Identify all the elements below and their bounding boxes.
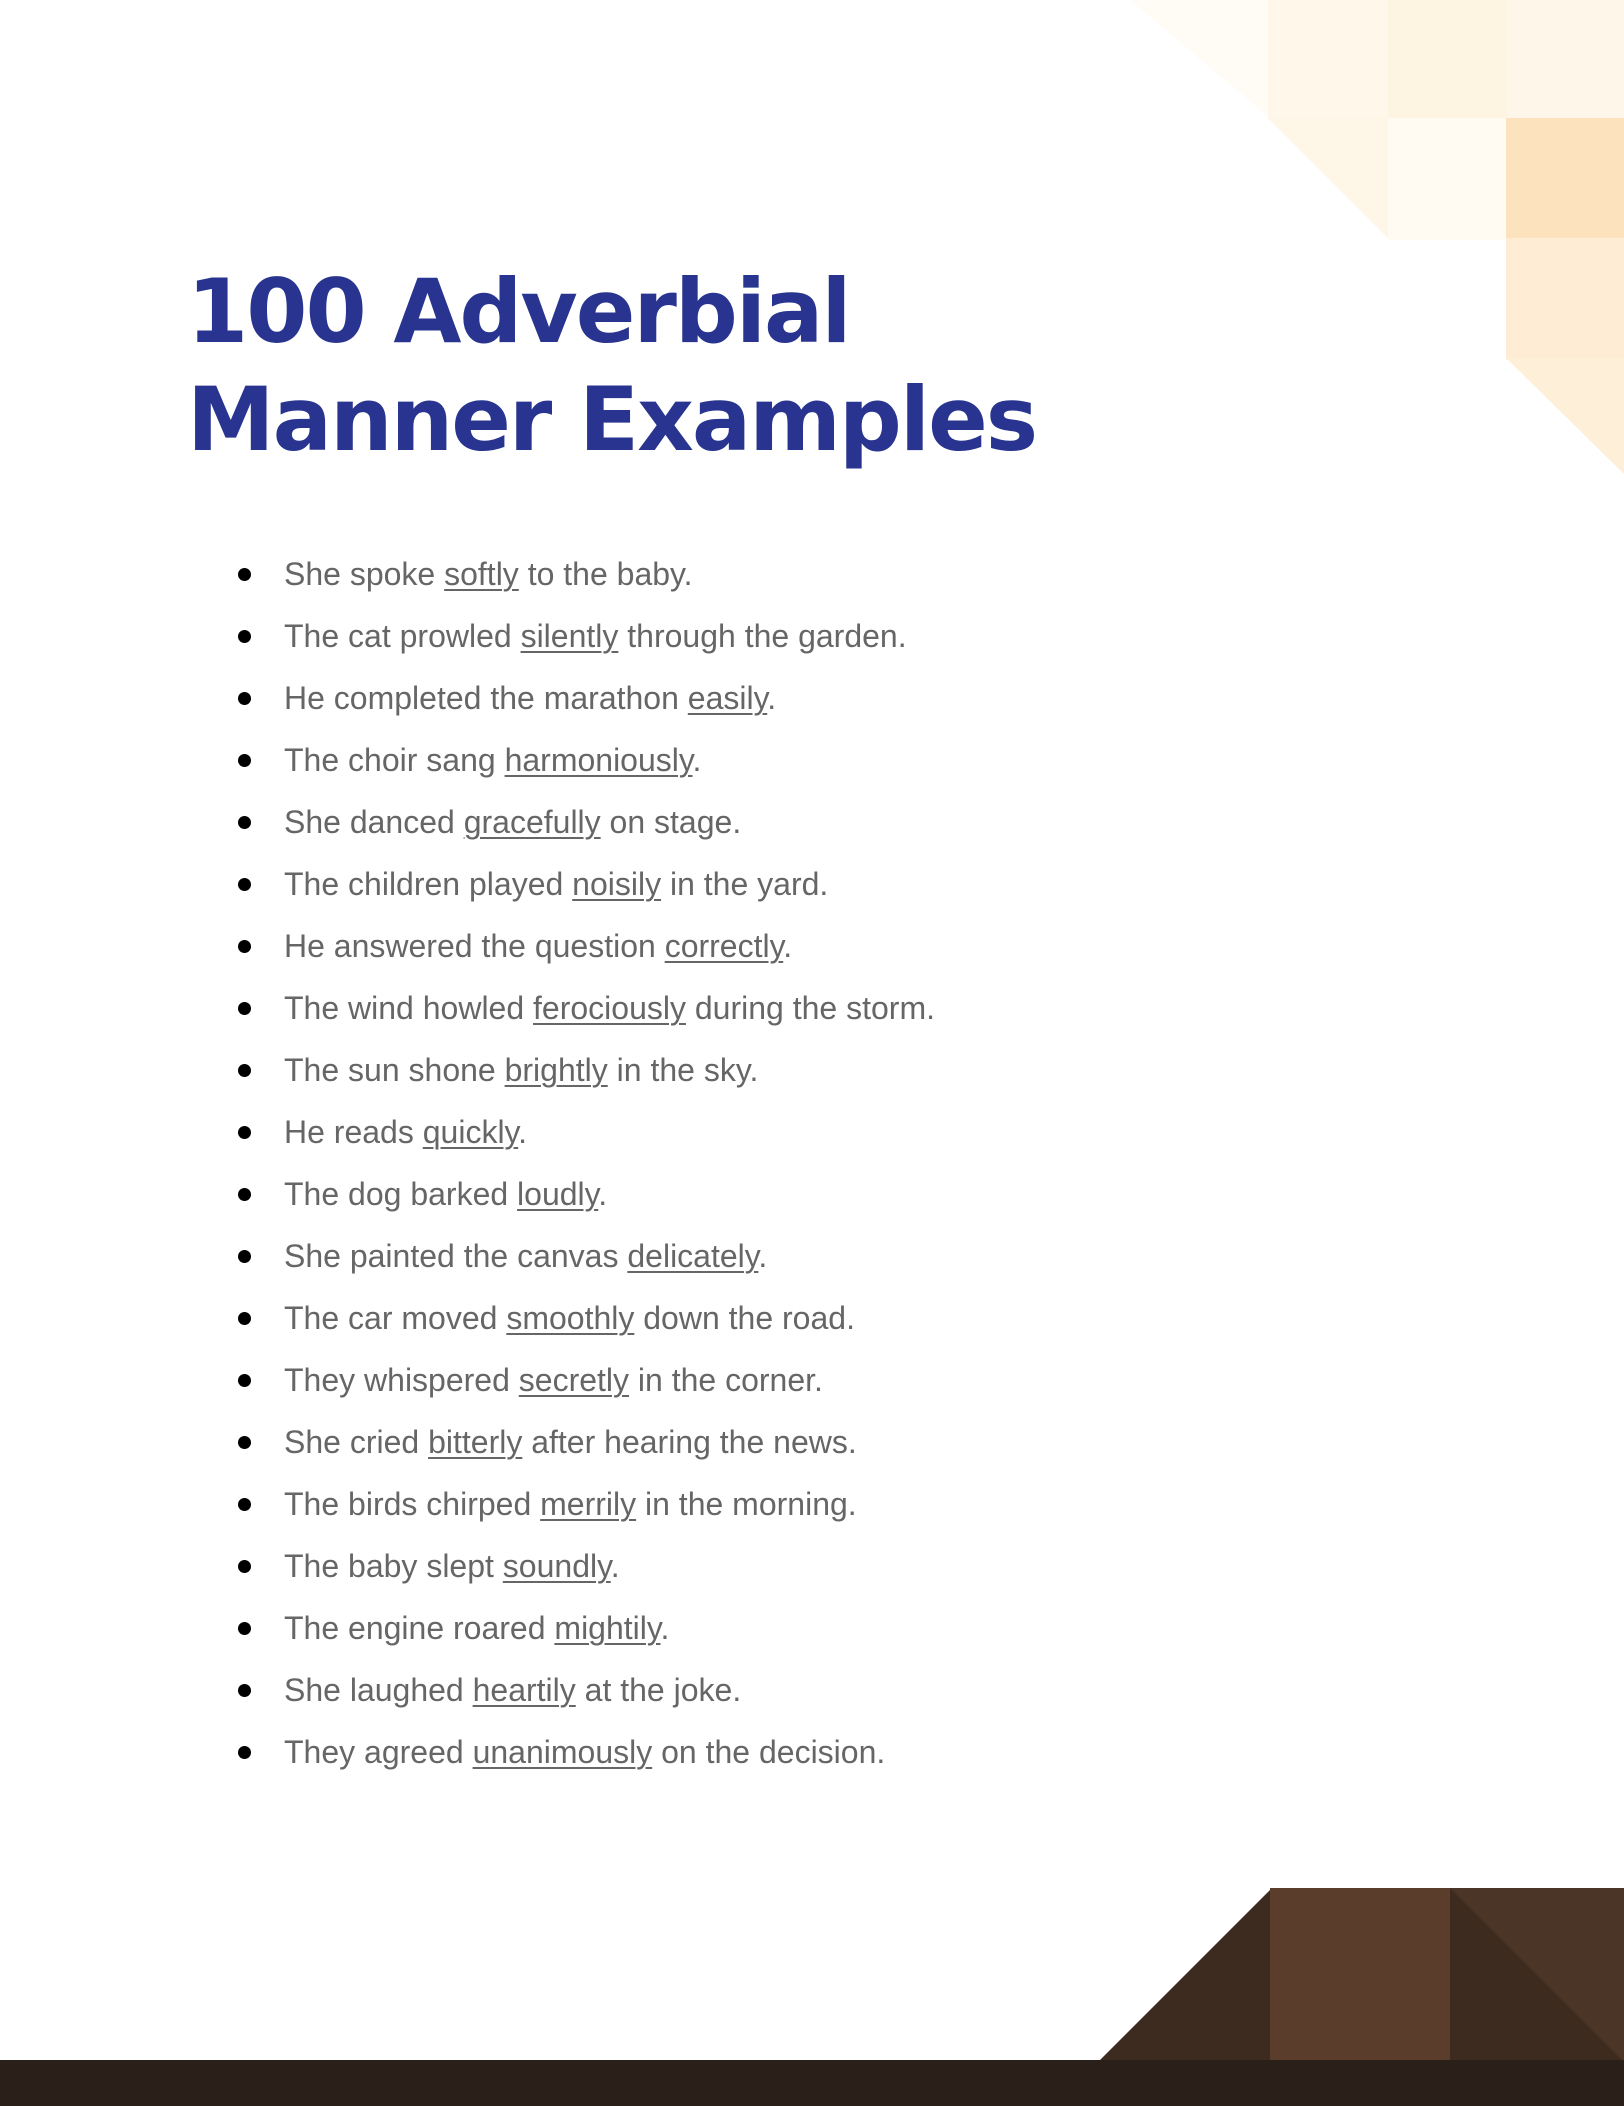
sentence-text: to the baby. — [518, 556, 693, 592]
example-sentence — [284, 543, 693, 605]
adverb-word: unanimously — [472, 1734, 653, 1770]
sentence-text: in the yard. — [661, 866, 829, 902]
sentence-text: He completed the marathon — [284, 680, 688, 716]
sentence-text: She danced — [284, 804, 464, 840]
top-right-pattern — [1130, 0, 1624, 474]
sentence-text: . — [610, 1548, 620, 1584]
bullet-icon — [238, 1002, 251, 1015]
bottom-footer — [0, 1888, 1624, 2106]
sentence-text: She painted the canvas — [284, 1238, 628, 1274]
sentence-text: The choir sang — [284, 742, 505, 778]
example-sentence — [284, 605, 907, 667]
sentence-text: The engine roared — [284, 1610, 555, 1646]
bullet-icon — [238, 1312, 251, 1325]
sentence-text: during the storm. — [685, 990, 935, 1026]
sentence-text: She spoke — [284, 556, 445, 592]
sentence-text: . — [598, 1176, 608, 1212]
sentence-text: He answered the question — [284, 928, 665, 964]
sentence-text: through the garden. — [618, 618, 907, 654]
bullet-icon — [238, 1622, 251, 1635]
example-sentence — [284, 1349, 823, 1411]
example-sentence — [284, 1287, 855, 1349]
example-sentence — [284, 1411, 857, 1473]
adverb-word: smoothly — [506, 1300, 635, 1336]
sentence-text: The children played — [284, 866, 573, 902]
adverb-word: gracefully — [463, 804, 601, 840]
sentence-text: The birds chirped — [284, 1486, 541, 1522]
sentence-text: in the corner. — [629, 1362, 823, 1398]
example-sentence — [284, 1597, 669, 1659]
bullet-icon — [238, 1436, 251, 1449]
bullet-icon — [238, 1374, 251, 1387]
sentence-text: . — [758, 1238, 768, 1274]
bullet-icon — [238, 692, 251, 705]
sentence-text: They whispered — [284, 1362, 519, 1398]
bullet-icon — [238, 940, 251, 953]
sentence-text: The car moved — [284, 1300, 507, 1336]
bullet-icon — [238, 816, 251, 829]
adverb-word: bitterly — [428, 1424, 523, 1460]
example-sentence — [284, 1659, 741, 1721]
adverb-word: harmoniously — [504, 742, 693, 778]
example-sentence — [284, 1101, 527, 1163]
example-sentence — [284, 915, 792, 977]
example-sentence — [284, 853, 828, 915]
sentence-text: . — [660, 1610, 670, 1646]
sentence-text: at the joke. — [575, 1672, 742, 1708]
sentence-text: The cat prowled — [284, 618, 521, 654]
sentence-text: The sun shone — [284, 1052, 505, 1088]
page-title: 100 Adverbial Manner Examples — [187, 260, 1037, 471]
bullet-icon — [238, 630, 251, 643]
sentence-text: The baby slept — [284, 1548, 503, 1584]
example-sentence — [284, 1721, 885, 1783]
adverb-word: noisily — [572, 866, 662, 902]
adverb-word: delicately — [627, 1238, 759, 1274]
adverb-word: soundly — [502, 1548, 611, 1584]
bullet-icon — [238, 754, 251, 767]
sentence-text: He reads — [284, 1114, 423, 1150]
bullet-icon — [238, 1126, 251, 1139]
example-sentence — [284, 729, 701, 791]
bullet-icon — [238, 1188, 251, 1201]
sentence-text: . — [692, 742, 702, 778]
adverb-word: brightly — [504, 1052, 608, 1088]
sentence-text: in the sky. — [607, 1052, 759, 1088]
sentence-text: She laughed — [284, 1672, 473, 1708]
example-sentence — [284, 791, 741, 853]
adverb-word: correctly — [664, 928, 784, 964]
adverb-word: heartily — [472, 1672, 576, 1708]
bullet-icon — [238, 878, 251, 891]
sentence-text: The dog barked — [284, 1176, 518, 1212]
sentence-text: She cried — [284, 1424, 429, 1460]
example-sentence — [284, 1039, 758, 1101]
sentence-text: down the road. — [634, 1300, 855, 1336]
example-sentence — [284, 1473, 857, 1535]
example-sentence — [284, 1225, 767, 1287]
adverb-word: easily — [687, 680, 768, 716]
adverb-word: silently — [520, 618, 619, 654]
sentence-text: on the decision. — [652, 1734, 886, 1770]
bullet-icon — [238, 1064, 251, 1077]
adverb-word: loudly — [517, 1176, 599, 1212]
example-sentence — [284, 977, 935, 1039]
sentence-text: on stage. — [600, 804, 742, 840]
sentence-text: after hearing the news. — [522, 1424, 857, 1460]
sentence-text: in the morning. — [636, 1486, 857, 1522]
adverb-word: merrily — [540, 1486, 637, 1522]
sentence-text: . — [518, 1114, 528, 1150]
adverb-word: mightily — [554, 1610, 661, 1646]
adverb-word: secretly — [518, 1362, 630, 1398]
adverb-word: softly — [444, 556, 519, 592]
example-sentence — [284, 1163, 607, 1225]
sentence-text: The wind howled — [284, 990, 534, 1026]
sentence-text: . — [767, 680, 777, 716]
bullet-icon — [238, 1250, 251, 1263]
example-sentence — [284, 1535, 620, 1597]
bullet-icon — [238, 1746, 251, 1759]
adverb-word: ferociously — [533, 990, 686, 1026]
bullet-icon — [238, 1684, 251, 1697]
sentence-text: . — [783, 928, 793, 964]
sentence-text: They agreed — [284, 1734, 473, 1770]
bullet-icon — [238, 568, 251, 581]
example-sentence — [284, 667, 776, 729]
adverb-word: quickly — [422, 1114, 519, 1150]
bullet-icon — [238, 1560, 251, 1573]
bullet-icon — [238, 1498, 251, 1511]
